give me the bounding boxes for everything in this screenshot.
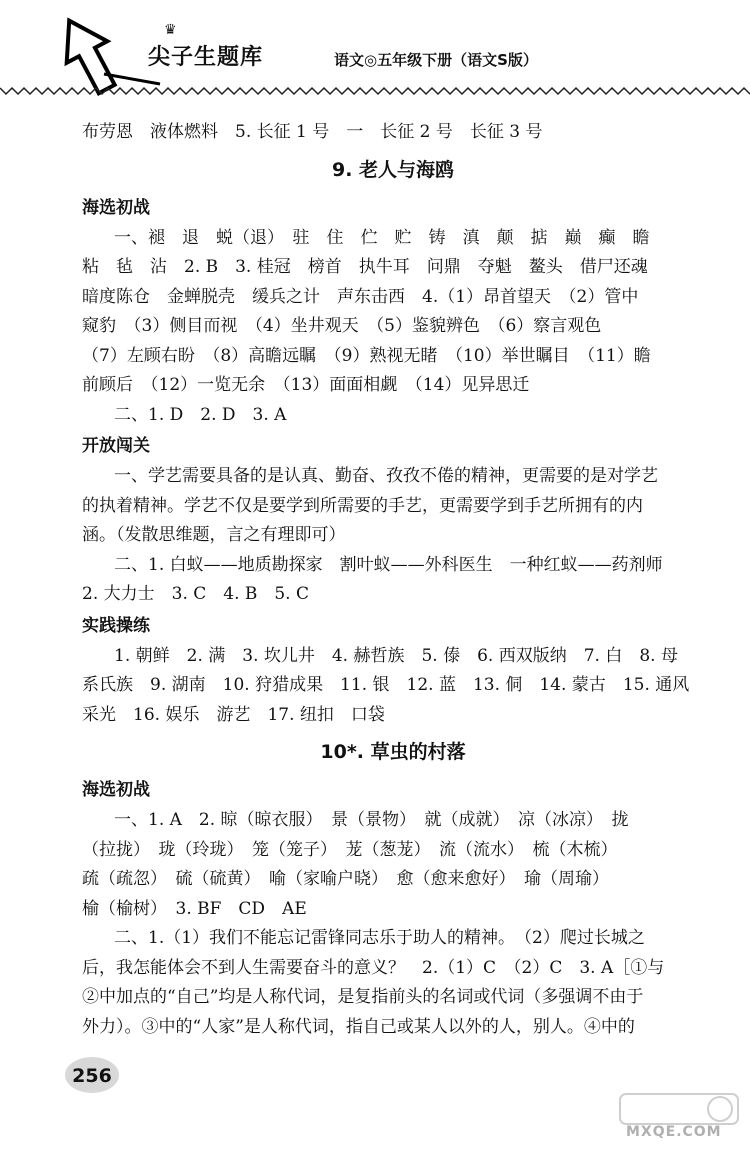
answer-content bbox=[82, 118, 704, 1042]
answer-line: ②中加点的“自己”均是人称代词，是复指前头的名词或代词（多强调不由于 bbox=[82, 987, 644, 1007]
answer-line: 一、褪 退 蜕（退） 驻 住 伫 贮 铸 滇 颠 掂 巅 癫 瞻 bbox=[114, 227, 650, 248]
answer-line: 疏（疏忽） 硫（硫黄） 喻（家喻户晓） 愈（愈来愈好） 瑜（周瑜） bbox=[82, 869, 609, 889]
answer-line: 外力）。③中的“人家”是人称代词，指自己或某人以外的人，别人。④中的 bbox=[82, 1016, 635, 1037]
page-header bbox=[0, 0, 750, 100]
watermark-text: MXQE.COM bbox=[626, 1124, 722, 1140]
answer-line: 二、1.（1）我们不能忘记雷锋同志乐于助人的精神。 （2）爬过长城之 bbox=[114, 928, 645, 948]
answer-line: （拉拢） 珑（玲珑） 笼（笼子） 茏（葱茏） 流（流水） 梳（木梳） bbox=[82, 839, 618, 860]
crown-icon: ♛ bbox=[164, 22, 178, 38]
answer-line: 暗度陈仓 金蝉脱壳 缓兵之计 声东击西 4.（1）昂首望天 （2）管中 bbox=[82, 286, 639, 307]
answer-line: 2. 大力士 3. C 4. B 5. C bbox=[82, 584, 310, 604]
lesson-9-title: 9. 老人与海鸥 bbox=[331, 158, 455, 181]
lesson-10-title: 10*. 草虫的村落 bbox=[320, 741, 466, 763]
lesson-9-section-3-heading: 实践操练 bbox=[82, 615, 150, 636]
answer-line: 涵。（发散思维题，言之有理即可） bbox=[82, 525, 346, 545]
answer-line: 榆（榆树） 3. BF CD AE bbox=[82, 898, 307, 919]
lesson-10-section-1-heading: 海选初战 bbox=[82, 780, 150, 800]
answer-line: 二、1. 白蚁——地质勘探家 割叶蚁——外科医生 一种红蚁——药剂师 bbox=[114, 554, 663, 575]
answer-line: 的执着精神。学艺不仅是要学到所需要的手艺，更需要学到手艺所拥有的内 bbox=[82, 495, 643, 516]
answer-line: 后，我怎能体会不到人生需要奋斗的意义？ 2.（1）C （2）C 3. A［①与 bbox=[82, 957, 665, 978]
book-info: 语文◎五年级下册（语文S版） bbox=[334, 51, 538, 69]
page-number-badge bbox=[64, 1055, 120, 1095]
page-number: 256 bbox=[72, 1065, 112, 1087]
answer-line: 一、学艺需要具备的是认真、勤奋、孜孜不倦的精神，更需要的是对学艺 bbox=[114, 466, 658, 486]
answer-line: （7）左顾右盼 （8）高瞻远瞩 （9）熟视无睹 （10）举世瞩目 （11）瞻 bbox=[82, 345, 651, 366]
answer-line: 1. 朝鲜 2. 满 3. 坎儿井 4. 赫哲族 5. 傣 6. 西双版纳 7. 白 8. 母 bbox=[114, 645, 678, 666]
brand-title: ♛ 尖子生题库 bbox=[148, 22, 264, 70]
answer-line: 窥豹 （3）侧目而视 （4）坐井观天 （5）鉴貌辨色 （6）察言观色 bbox=[82, 316, 602, 336]
continued-answer-line: 布劳恩 液体燃料 5. 长征 1 号 一 长征 2 号 长征 3 号 bbox=[82, 122, 543, 142]
answer-line: 采光 16. 娱乐 游艺 17. 纽扣 口袋 bbox=[82, 704, 385, 725]
answer-line: 粘 毡 沾 2. B 3. 桂冠 榜首 执牛耳 问鼎 夺魁 鳌头 借尸还魂 bbox=[82, 257, 648, 277]
answer-line: 前顾后 （12）一览无余 （13）面面相觑 （14）见异思迁 bbox=[82, 375, 530, 395]
lesson-9-section-1-heading: 海选初战 bbox=[82, 197, 150, 218]
answer-line: 一、1. A 2. 晾（晾衣服） 景（景物） 就（成就） 凉（冰凉） 拢 bbox=[114, 810, 629, 830]
zigzag-divider bbox=[0, 84, 750, 98]
answer-line: 系氏族 9. 湖南 10. 狩猎成果 11. 银 12. 蓝 13. 侗 14. 蒙古 15. 通风 bbox=[82, 675, 690, 695]
answer-line: 二、1. D 2. D 3. A bbox=[114, 404, 287, 425]
lesson-9-section-2-heading: 开放闯关 bbox=[82, 436, 150, 456]
